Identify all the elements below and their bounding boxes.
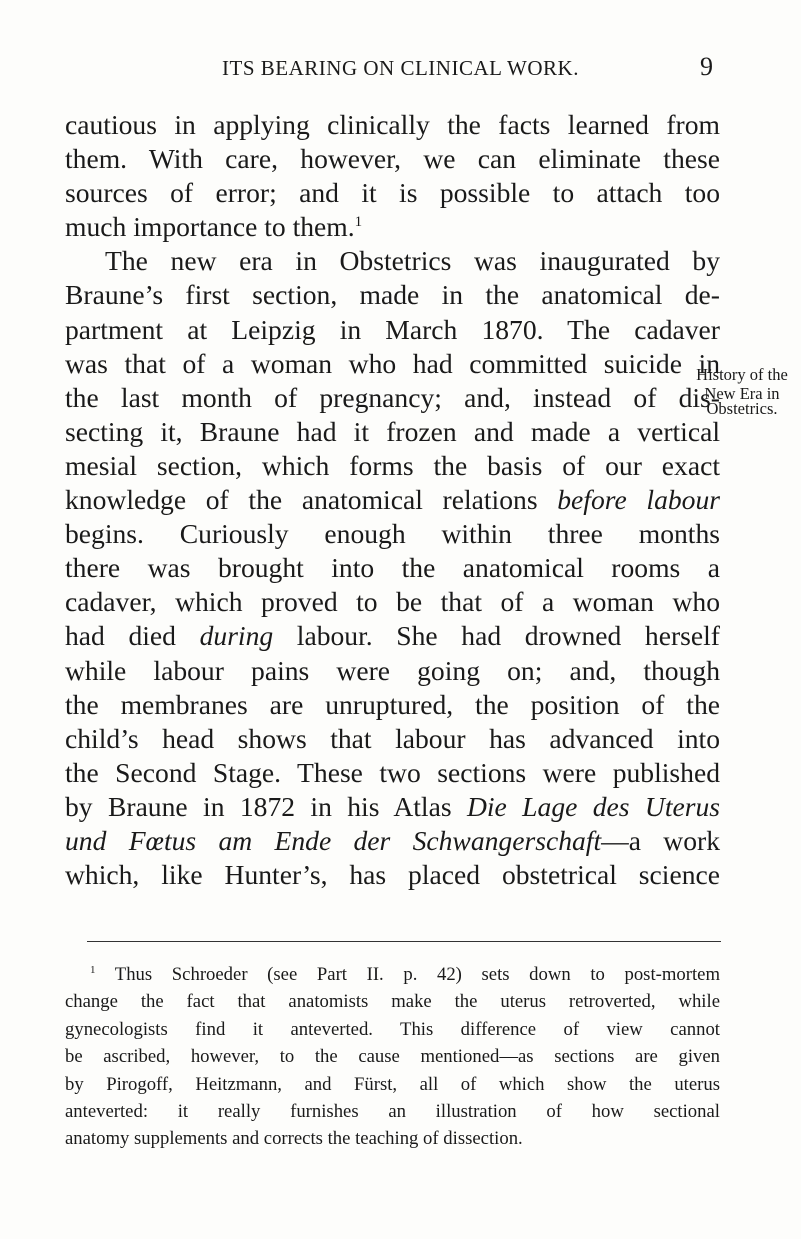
- marginal-note-line: Obstetrics.: [706, 399, 778, 418]
- body-line: them. With care, however, we can eliminate these: [65, 143, 720, 175]
- footnote-marker: 1: [90, 963, 96, 976]
- book-title: und Fœtus am Ende der Schwangerschaft: [65, 824, 602, 856]
- body-line: begins. Curiously enough within three months: [65, 518, 720, 550]
- body-line: secting it, Braune had it frozen and made a vertical: [65, 415, 720, 447]
- body-line: the last month of pregnancy; and, instead of dis-: [65, 381, 720, 413]
- body-line: partment at Leipzig in March 1870. The cadaver: [65, 313, 720, 345]
- body-line-text: knowledge of the anatomical relations: [65, 484, 558, 516]
- footnote-line: change the fact that anatomists make the uterus retroverted, while: [65, 991, 720, 1013]
- body-line: while labour pains were going on; and, though: [65, 654, 720, 686]
- body-line-text: by Braune in 1872 in his Atlas: [65, 790, 467, 822]
- italic-phrase: before labour: [557, 484, 720, 516]
- footnote-line: by Pirogoff, Heitzmann, and Fürst, all of which show the uterus: [65, 1073, 720, 1095]
- body-line-text: —a work: [601, 824, 720, 856]
- body-line: cadaver, which proved to be that of a woman who: [65, 586, 720, 618]
- body-line: cautious in applying clinically the facts learned from: [65, 109, 720, 140]
- footnote-line: [65, 961, 720, 988]
- body-text: [65, 108, 720, 892]
- body-line: mesial section, which forms the basis of our exact: [65, 449, 720, 481]
- body-line: [65, 483, 720, 517]
- marginal-note-line: New Era in: [704, 384, 780, 403]
- footnote-line-text: Thus Schroeder (see Part II. p. 42) sets down to post-mortem: [95, 964, 720, 985]
- book-title: Die Lage des Uterus: [466, 790, 721, 822]
- body-line: which, like Hunter’s, has placed obstetrical science: [65, 859, 720, 891]
- italic-word: during: [199, 620, 274, 652]
- body-line: there was brought into the anatomical rooms a: [65, 552, 720, 584]
- body-line-text: labour. She had drowned herself: [273, 620, 720, 652]
- body-line: was that of a woman who had committed suicide in: [65, 347, 720, 379]
- body-line-text: much importance to them.: [65, 211, 355, 243]
- footnote-line: gynecologists find it anteverted. This difference of view cannot: [65, 1018, 720, 1040]
- footnote-line: anteverted: it really furnishes an illustration of how sectional: [65, 1100, 720, 1122]
- body-line-text: had died: [65, 620, 200, 652]
- running-title: ITS BEARING ON CLINICAL WORK.: [222, 56, 579, 80]
- body-line: The new era in Obstetrics was inaugurated by: [105, 245, 720, 277]
- footnote-divider: [87, 941, 721, 942]
- body-line: [65, 210, 720, 244]
- footnote-line: anatomy supplements and corrects the teaching of dissection.: [65, 1128, 523, 1150]
- body-line: [65, 824, 720, 858]
- running-header: [0, 46, 801, 82]
- marginal-note-line: History of the: [696, 365, 788, 384]
- body-line: child’s head shows that labour has advanced into: [65, 722, 720, 754]
- body-line: [65, 790, 720, 824]
- body-line: [65, 619, 720, 653]
- body-line: sources of error; and it is possible to attach too: [65, 177, 720, 209]
- footnote: [65, 961, 720, 1153]
- marginal-note: [692, 367, 792, 416]
- footnote-line: be ascribed, however, to the cause mentioned—as sections are given: [65, 1046, 720, 1068]
- body-line: the Second Stage. These two sections were published: [65, 756, 720, 788]
- body-line: the membranes are unruptured, the position of the: [65, 688, 720, 720]
- footnote-reference: 1: [354, 214, 363, 231]
- body-line: Braune’s first section, made in the anatomical de-: [65, 279, 720, 311]
- page-number: 9: [700, 52, 713, 81]
